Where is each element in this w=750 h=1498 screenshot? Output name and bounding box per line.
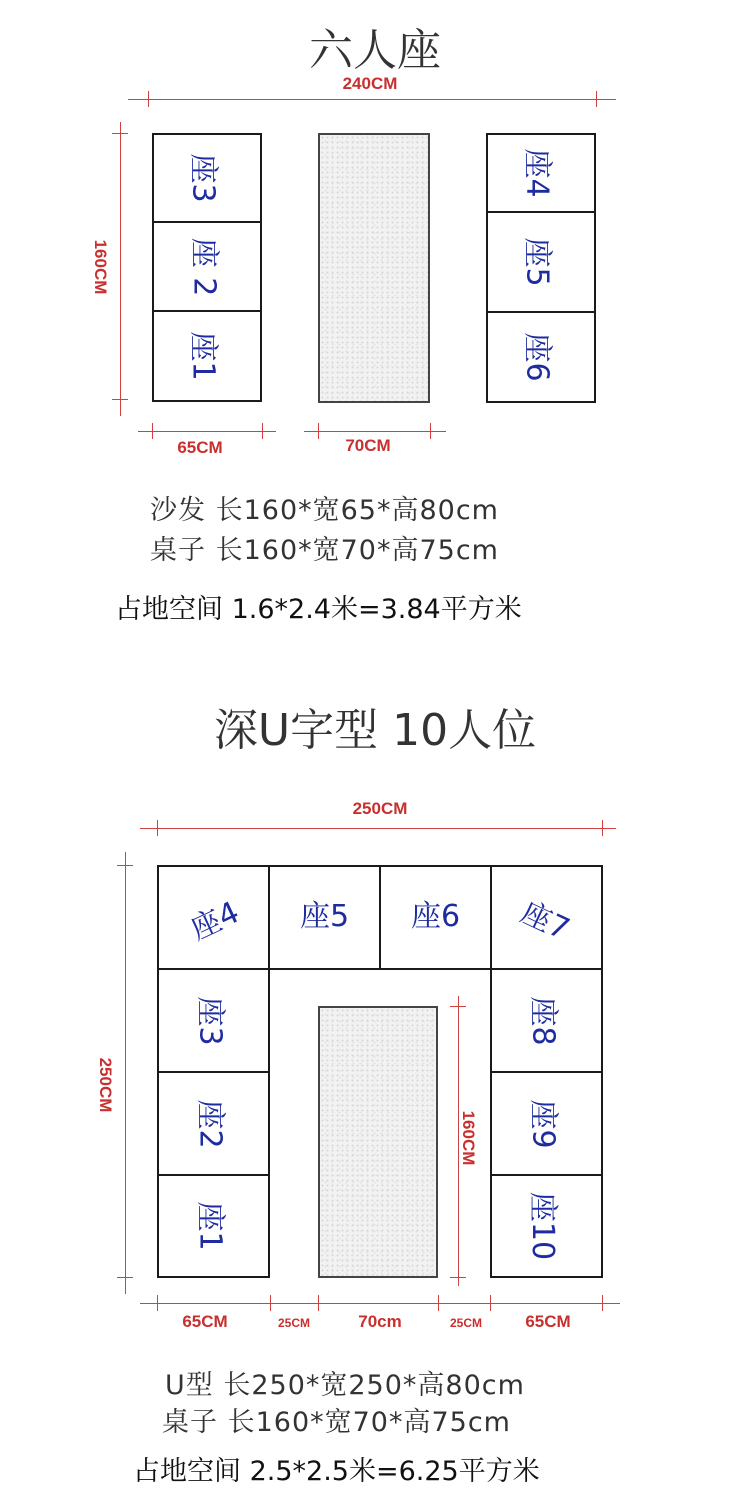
seat-label: 座3: [192, 995, 228, 1046]
width-dimension-label: 240CM: [342, 74, 398, 93]
seat-7: [490, 865, 603, 970]
right-gap-label: 25CM: [449, 1316, 482, 1330]
seat-2: [157, 1071, 270, 1176]
seat-4: [157, 865, 270, 970]
height-dimension-line: [125, 852, 126, 1294]
dimension-tick: [438, 1295, 439, 1311]
seat-1: [152, 310, 262, 402]
dimension-tick: [450, 1006, 466, 1007]
table-spec: 桌子 长160*宽70*高75cm: [162, 1407, 511, 1438]
seat-4: [486, 133, 596, 213]
seat-label: 座4: [520, 148, 555, 198]
width-dimension-line: [140, 828, 616, 829]
seat-1: [157, 1174, 270, 1278]
left-sofa-depth-label: 65CM: [182, 1312, 228, 1331]
dimension-tick: [112, 399, 128, 400]
dimension-tick: [602, 1295, 603, 1311]
height-dimension-line: [120, 122, 121, 416]
seat-10: [490, 1174, 603, 1278]
seat-5: [268, 865, 381, 970]
seat-label: 座8: [525, 995, 561, 1046]
dimension-tick: [270, 1295, 271, 1311]
seat-label: 座4: [185, 894, 245, 947]
dimension-tick: [318, 1295, 319, 1311]
seat-9: [490, 1071, 603, 1176]
right-sofa-depth-label: 65CM: [525, 1312, 571, 1331]
left-gap-label: 25CM: [277, 1316, 310, 1330]
dimension-tick: [602, 820, 603, 836]
dimension-tick: [117, 865, 133, 866]
seat-8: [490, 968, 603, 1073]
height-dimension-label: 250CM: [96, 1057, 115, 1113]
sofa-spec: 沙发 长160*宽65*高80cm: [150, 495, 499, 526]
u-shape-title: 深U字型 10人位: [213, 705, 537, 756]
height-dimension-label: 160CM: [91, 239, 110, 295]
dimension-tick: [152, 423, 153, 439]
seat-label: 座3: [186, 153, 221, 203]
sofa-width-dimension-line: [138, 431, 276, 432]
table-length-label: 160CM: [459, 1110, 478, 1166]
table-spec: 桌子 长160*宽70*高75cm: [150, 535, 499, 566]
dimension-tick: [596, 91, 597, 107]
seat-label: 座7: [515, 894, 575, 947]
dimension-tick: [450, 1277, 466, 1278]
seat-2: [152, 221, 262, 312]
table-width-label: 70cm: [358, 1312, 402, 1331]
seat-label: 座5: [299, 898, 350, 934]
seat-label: 座5: [520, 237, 555, 287]
dimension-tick: [117, 1277, 133, 1278]
width-dimension-line: [128, 99, 616, 100]
seat-label: 座10: [525, 1191, 561, 1261]
dimension-tick: [157, 1295, 158, 1311]
sofa-width-label: 65CM: [177, 438, 223, 457]
seat-label: 座1: [192, 1201, 228, 1251]
seat-3: [157, 968, 270, 1073]
seat-6: [486, 311, 596, 403]
seat-5: [486, 211, 596, 313]
dimension-tick: [262, 423, 263, 439]
table-width-dimension-line: [304, 431, 446, 432]
sofa-spec: U型 长250*宽250*高80cm: [165, 1370, 525, 1401]
seat-label: 座2: [192, 1098, 228, 1149]
seat-label: 座6: [410, 898, 461, 934]
dimension-tick: [148, 91, 149, 107]
bottom-dimension-line: [140, 1303, 620, 1304]
dimension-tick: [490, 1295, 491, 1311]
seat-label: 座1: [186, 331, 221, 381]
width-dimension-label: 250CM: [352, 799, 408, 818]
floor-area: 占地空间 1.6*2.4米=3.84平方米: [115, 594, 522, 625]
dimension-tick: [430, 423, 431, 439]
seat-label: 座9: [525, 1098, 561, 1149]
dining-table: [318, 1006, 438, 1278]
seat-6: [379, 865, 492, 970]
seat-label: 座6: [520, 332, 555, 382]
six-seat-title: 六人座: [309, 25, 441, 76]
floor-area: 占地空间 2.5*2.5米=6.25平方米: [133, 1456, 540, 1487]
dining-table: [318, 133, 430, 403]
seat-label: 座 2: [186, 237, 221, 296]
dimension-tick: [157, 820, 158, 836]
seat-3: [152, 133, 262, 223]
table-width-label: 70CM: [345, 436, 391, 455]
dimension-tick: [112, 133, 128, 134]
